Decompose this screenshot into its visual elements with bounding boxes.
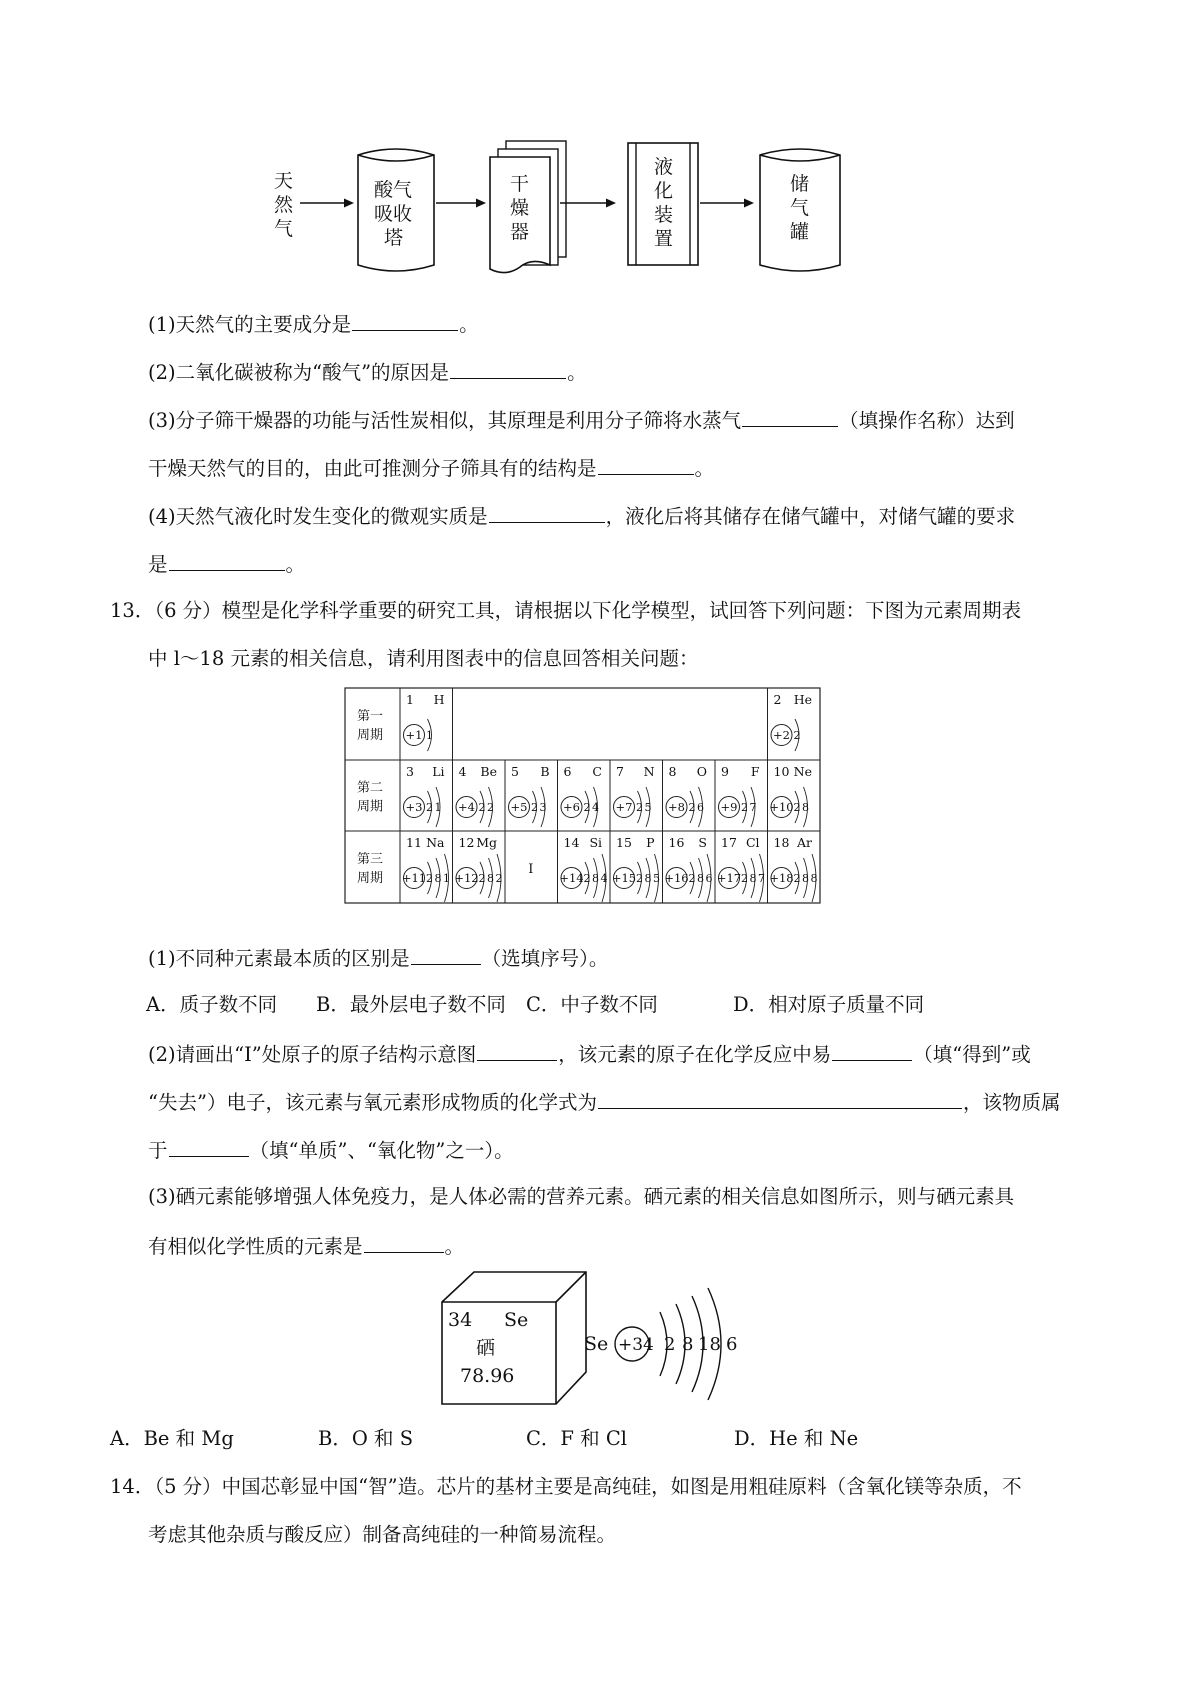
option-d[interactable]: D．He 和 Ne	[734, 1427, 859, 1450]
nucleus-charge: +15	[611, 871, 637, 885]
nucleus-charge: +7	[615, 800, 633, 814]
q12-part3-blank2[interactable]	[598, 454, 694, 475]
electron-count: 7	[749, 801, 757, 814]
q12-part4-end1: ，液化后将其储存在储气罐中，对储气罐的要求	[605, 505, 1016, 528]
flow-node-label: 液	[654, 156, 674, 178]
electron-count: 8	[697, 872, 704, 885]
electron-count: 2	[426, 872, 433, 885]
flow-input-char: 气	[274, 218, 294, 240]
q12-part1-end: 。	[459, 313, 479, 336]
option-d[interactable]: D．相对原子质量不同	[733, 993, 925, 1016]
element-number: 2	[773, 692, 782, 707]
se-mass: 78.96	[460, 1365, 515, 1387]
option-c[interactable]: C．中子数不同	[526, 993, 658, 1016]
se-shell-4: 6	[726, 1334, 738, 1355]
flow-input-char: 然	[274, 194, 294, 216]
flow-node-label: 燥	[510, 197, 530, 219]
q13-part2-end2: ，该物质属	[962, 1091, 1061, 1114]
electron-count: 4	[592, 801, 599, 814]
element-number: 14	[563, 835, 580, 850]
nucleus-charge: +1	[405, 728, 423, 742]
electron-count: 8	[802, 801, 809, 814]
element-symbol: Si	[589, 835, 602, 850]
selenium-figure	[440, 1268, 780, 1408]
q13-part1-text: (1)不同种元素最本质的区别是	[148, 947, 410, 970]
period-label-cell	[345, 688, 400, 760]
se-core-charge: +34	[618, 1335, 654, 1355]
nucleus-charge: +14	[559, 871, 584, 885]
acid-gas-absorber-node	[358, 149, 434, 271]
electron-count: 2	[426, 801, 433, 814]
q12-part1	[148, 310, 479, 338]
q13-part2-blank4[interactable]	[169, 1136, 249, 1157]
element-number: 9	[721, 764, 729, 779]
q12-part3-text2: 干燥天然气的目的，由此可推测分子筛具有的结构是	[148, 457, 597, 480]
electron-count: 8	[434, 872, 442, 885]
element-symbol: P	[646, 835, 655, 850]
electron-count: 2	[487, 801, 494, 814]
flow-node-label: 化	[654, 180, 674, 202]
electron-count: 8	[487, 872, 494, 885]
element-symbol: Li	[432, 764, 445, 779]
flow-node-label: 气	[790, 197, 810, 219]
q13-part2-line2	[148, 1088, 1060, 1116]
q13-part2-end3: （填“单质”、“氧化物”之一）。	[249, 1139, 514, 1162]
flow-node-label: 器	[510, 221, 530, 243]
q12-part2-text: (2)二氧化碳被称为“酸气”的原因是	[148, 361, 450, 384]
electron-count: 2	[478, 872, 486, 885]
element-symbol: O	[696, 764, 707, 779]
element-symbol: Ar	[796, 835, 812, 850]
liquefaction-unit-node	[628, 143, 698, 265]
nucleus-charge: +17	[716, 871, 742, 885]
q14-line1: 14．（5 分）中国芯彰显中国“智”造。芯片的基材主要是高纯硅，如图是用粗硅原料（含氧化镁等杂质，不	[110, 1475, 1022, 1498]
electron-count: 5	[644, 801, 652, 814]
flow-node-label: 酸气	[374, 179, 413, 201]
electron-count: 8	[644, 872, 652, 885]
q13-part1-end: （选填序号）。	[481, 947, 609, 970]
q13-part2-mid: ，该元素的原子在化学反应中易	[558, 1043, 832, 1066]
q13-part2-blank3[interactable]	[598, 1088, 962, 1109]
electron-count: 2	[688, 801, 696, 814]
electron-count: 2	[636, 872, 643, 885]
nucleus-charge: +18	[769, 871, 794, 885]
q12-part4-line1	[148, 502, 1015, 530]
electron-count: 2	[741, 801, 748, 814]
q12-part3-text: (3)分子筛干燥器的功能与活性炭相似，其原理是利用分子筛将水蒸气	[148, 409, 742, 432]
period-label: 周期	[357, 871, 384, 886]
element-symbol: B	[540, 764, 550, 779]
element-number: 15	[616, 835, 632, 850]
element-number: 1	[406, 692, 414, 707]
electron-count: 1	[434, 801, 442, 814]
element-symbol: Be	[480, 764, 497, 779]
element-number: 11	[406, 835, 422, 850]
q12-part2-blank[interactable]	[450, 358, 566, 379]
q12-part3-blank1[interactable]	[742, 406, 838, 427]
q12-part3-end2: 。	[694, 457, 715, 480]
q12-part4-end2: 。	[285, 553, 306, 576]
electron-count: 2	[793, 872, 801, 885]
nucleus-charge: +8	[668, 800, 685, 814]
q13-part2-text: (2)请画出“I”处原子的原子结构示意图	[148, 1043, 477, 1066]
electron-count: 2	[531, 801, 538, 814]
gas-storage-tank-node	[760, 149, 840, 271]
electron-count: 6	[697, 801, 704, 814]
electron-count: 2	[741, 872, 748, 885]
electron-count: 8	[749, 872, 757, 885]
se-shell-3: 18	[698, 1334, 721, 1355]
se-number: 34	[448, 1309, 473, 1331]
nucleus-charge: +5	[510, 800, 528, 814]
q12-part3-line2	[148, 454, 714, 482]
element-symbol: C	[592, 764, 602, 779]
electron-count: 2	[583, 801, 591, 814]
q13-part3-line1: (3)硒元素能够增强人体免疫力，是人体必需的营养元素。硒元素的相关信息如图所示，则与硒元素具	[148, 1185, 1015, 1208]
element-number: 16	[668, 835, 685, 850]
option-a[interactable]: A．Be 和 Mg	[110, 1427, 234, 1450]
process-flow-diagram	[270, 135, 870, 300]
q13-part1-blank[interactable]	[411, 944, 481, 965]
element-symbol: S	[698, 835, 707, 850]
electron-count: 8	[810, 872, 818, 885]
q13-part2-blank1[interactable]	[477, 1040, 557, 1061]
period-label-cell	[345, 831, 400, 903]
q12-part4-line2	[148, 550, 305, 578]
electron-count: 8	[592, 872, 599, 885]
q13-intro-line2: 中 l～18 元素的相关信息，请利用图表中的信息回答相关问题：	[148, 647, 699, 670]
q13-part2-line3	[148, 1136, 514, 1164]
q13-part3-line2	[148, 1232, 464, 1260]
element-number: 8	[668, 764, 677, 779]
electron-count: 4	[600, 872, 608, 885]
flow-node-label: 装	[654, 204, 674, 226]
nucleus-charge: +6	[563, 800, 580, 814]
q12-part4-text: (4)天然气液化时发生变化的微观实质是	[148, 505, 488, 528]
periodic-table-figure	[343, 686, 864, 916]
q13-part2-line1	[148, 1040, 1031, 1068]
electron-count: 8	[802, 872, 809, 885]
q12-part4-blank1[interactable]	[489, 502, 605, 523]
electron-count: 2	[495, 872, 503, 885]
electron-count: 2	[688, 872, 696, 885]
electron-count: 2	[636, 801, 643, 814]
nucleus-charge: +16	[664, 871, 689, 885]
q13-part2-blank2[interactable]	[832, 1040, 912, 1061]
q12-part4-blank2[interactable]	[169, 550, 285, 571]
q13-intro-line1: 13．（6 分）模型是化学科学重要的研究工具，请根据以下化学模型，试回答下列问题：下图为元素周期表	[110, 599, 1022, 622]
electron-count: 2	[793, 729, 801, 742]
nucleus-charge: +9	[720, 800, 738, 814]
q13-part2-end1: （填“得到”或	[913, 1043, 1031, 1066]
option-c[interactable]: C．F 和 Cl	[526, 1427, 628, 1450]
element-symbol: Na	[426, 835, 445, 850]
se-shell-2: 8	[682, 1334, 694, 1355]
element-symbol: Mg	[476, 835, 497, 850]
element-number: 10	[773, 764, 790, 779]
q13-part1	[148, 944, 608, 972]
q12-part2-end: 。	[567, 361, 587, 384]
element-number: 5	[511, 764, 519, 779]
electron-count: 2	[793, 801, 801, 814]
element-number: 4	[458, 764, 467, 779]
q12-part1-text: (1)天然气的主要成分是	[148, 313, 352, 336]
flow-node-label: 吸收	[374, 203, 413, 225]
flow-node-label: 塔	[384, 227, 404, 249]
nucleus-charge: +3	[405, 800, 423, 814]
q12-part3-end1: （填操作名称）达到	[839, 409, 1015, 432]
dryer-node	[490, 141, 566, 273]
q12-part4-text2: 是	[148, 553, 168, 576]
flow-node-label: 置	[654, 228, 674, 250]
electron-count: 1	[443, 872, 450, 885]
q13-part2-text2: “失去”）电子，该元素与氧元素形成物质的化学式为	[148, 1091, 597, 1114]
electron-count: 2	[583, 872, 591, 885]
element-number: 17	[721, 835, 737, 850]
selenium-atom-structure	[584, 1288, 737, 1400]
element-number: 6	[563, 764, 572, 779]
nucleus-charge: +12	[454, 871, 479, 885]
se-structure-symbol: Se	[584, 1333, 609, 1355]
q12-part2	[148, 358, 587, 386]
flow-node-label: 干	[510, 173, 530, 195]
option-a[interactable]: A．质子数不同	[146, 993, 278, 1016]
electron-count: 6	[705, 872, 713, 885]
period-label: 第一	[357, 709, 384, 724]
option-b[interactable]: B．O 和 S	[318, 1427, 414, 1450]
q13-part3-end: 。	[444, 1235, 465, 1258]
element-number: 7	[616, 764, 624, 779]
element-unknown-i: I	[528, 862, 534, 877]
element-number: 18	[773, 835, 790, 850]
nucleus-charge: +4	[458, 800, 475, 814]
flow-input-char: 天	[274, 170, 294, 192]
element-symbol: Ne	[793, 764, 812, 779]
electron-count: 1	[426, 729, 433, 742]
q13-part3-blank[interactable]	[364, 1232, 444, 1253]
q14-line2: 考虑其他杂质与酸反应）制备高纯硅的一种简易流程。	[148, 1523, 617, 1546]
option-b[interactable]: B．最外层电子数不同	[316, 993, 506, 1016]
se-symbol: Se	[504, 1309, 529, 1331]
element-symbol: F	[750, 764, 760, 779]
electron-count: 7	[758, 872, 765, 885]
period-label: 第二	[357, 780, 384, 796]
electron-count: 2	[478, 801, 486, 814]
element-symbol: Cl	[745, 835, 760, 850]
element-number: 12	[458, 835, 475, 850]
nucleus-charge: +10	[769, 800, 794, 814]
period-label: 周期	[357, 728, 384, 743]
se-shell-1: 2	[664, 1334, 676, 1355]
q12-part3-line1	[148, 406, 1015, 434]
period-label: 第三	[357, 852, 384, 867]
element-symbol: H	[433, 692, 445, 707]
element-symbol: N	[643, 764, 655, 779]
selenium-element-cube	[442, 1272, 586, 1404]
period-label-cell	[345, 760, 400, 831]
flow-node-label: 储	[790, 173, 810, 195]
flow-node-label: 罐	[790, 221, 810, 243]
se-name: 硒	[476, 1337, 496, 1359]
element-number: 3	[406, 764, 414, 779]
element-symbol: He	[793, 692, 812, 707]
period-label: 周期	[357, 799, 384, 815]
q13-part2-text3: 于	[148, 1139, 168, 1162]
q12-part1-blank[interactable]	[352, 310, 458, 331]
q13-part3-text2: 有相似化学性质的元素是	[148, 1235, 363, 1258]
nucleus-charge: +2	[773, 728, 790, 742]
nucleus-charge: +11	[401, 871, 427, 885]
electron-count: 5	[653, 872, 660, 885]
electron-count: 3	[539, 801, 547, 814]
